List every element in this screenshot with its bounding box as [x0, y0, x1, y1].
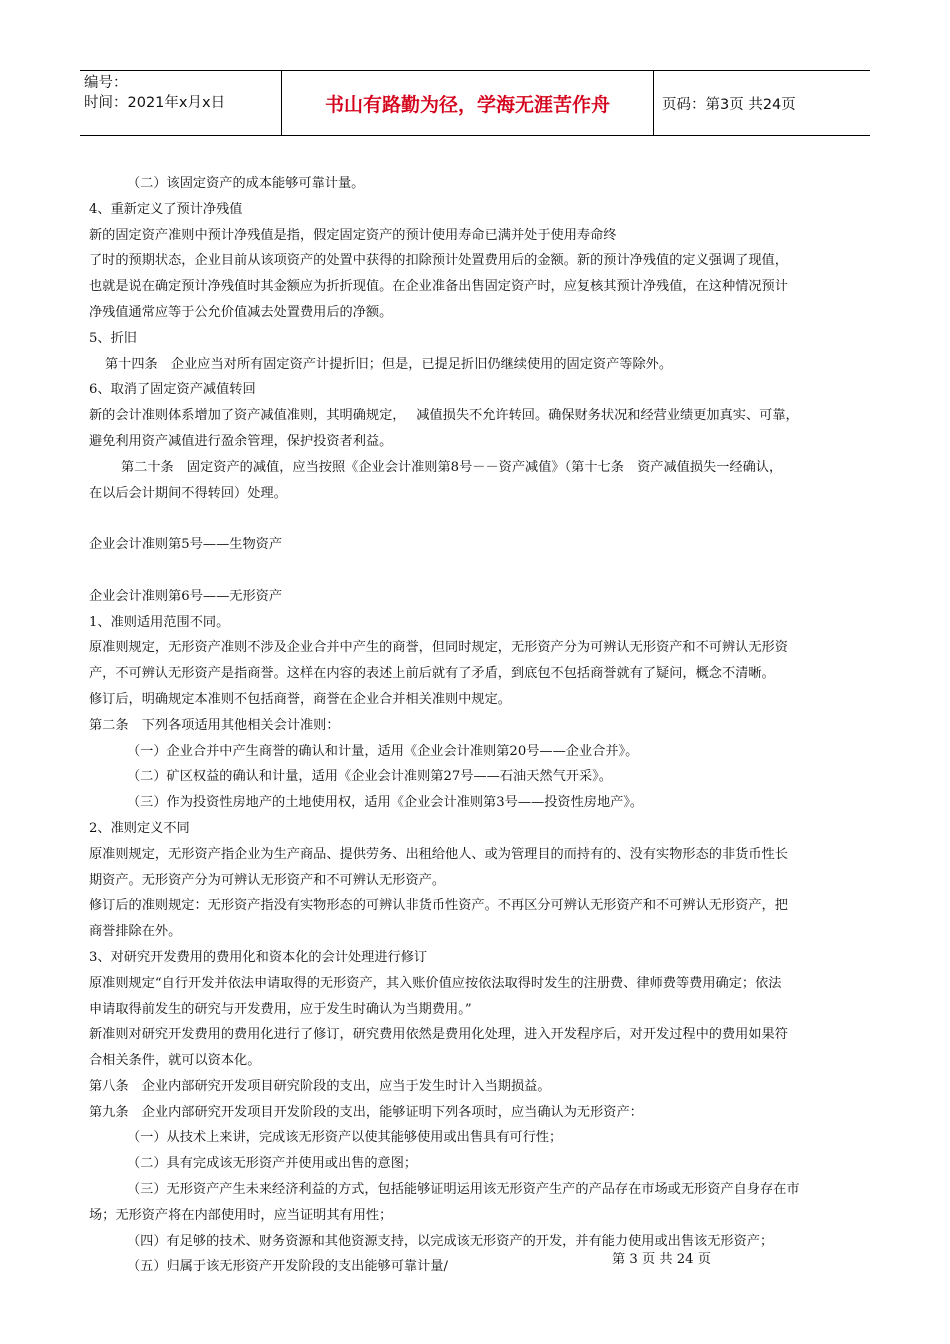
blank-line [89, 558, 869, 584]
blank-line [89, 506, 869, 532]
serial-number-label: 编号： [84, 75, 128, 91]
text-line: 也就是说在确定预计净残值时其金额应为折折现值。在企业准备出售固定资产时，应复核其预计净残值，在这种情况预计 [89, 279, 788, 295]
text-line: 原准则规定“自行开发并依法申请取得的无形资产，其入账价值应按依法取得时发生的注册费、律师费等费用确定；依法 [89, 975, 782, 991]
text-line: 修订后，明确规定本准则不包括商誉，商誉在企业合并相关准则中规定。 [89, 691, 511, 707]
text-line: 2、准则定义不同 [89, 820, 190, 836]
text-line: 4、重新定义了预计净残值 [89, 201, 243, 217]
text-line: 场；无形资产将在内部使用时，应当证明其有用性； [89, 1207, 393, 1223]
text-line: 产，不可辨认无形资产是指商誉。这样在内容的表述上前后就有了矛盾，到底包不包括商誉就有了疑问，概念不清晰。 [89, 666, 775, 682]
header-motto: 书山有路勤为径，学海无涯苦作舟 [282, 71, 654, 135]
text-line: （三）无形资产产生未来经济利益的方式，包括能够证明运用该无形资产生产的产品存在市场或无形资产自身存在市 [127, 1182, 800, 1198]
text-line: 第二十条 固定资产的减值，应当按照《企业会计准则第8号－－资产减值》（第十七条 资产减值损失一经确认， [121, 459, 783, 475]
text-line: 在以后会计期间不得转回）处理。 [89, 485, 287, 501]
text-line: （三）作为投资性房地产的土地使用权，适用《企业会计准则第3号——投资性房地产》。 [127, 795, 644, 811]
text-line: 原准则规定，无形资产准则不涉及企业合并中产生的商誉，但同时规定，无形资产分为可辨认无形资产和不可辨认无形资 [89, 640, 788, 656]
text-line: 避免利用资产减值进行盈余管理，保护投资者利益。 [89, 433, 393, 449]
text-line: 修订后的准则规定：无形资产指没有实物形态的可辨认非货币性资产。不再区分可辨认无形资产和不可辨认无形资产，把 [89, 898, 788, 914]
text-line: （二）矿区权益的确认和计量，适用《企业会计准则第27号——石油天然气开采》。 [127, 769, 612, 785]
header-page-info: 页码：第3页 共24页 [662, 96, 796, 113]
section-heading: 企业会计准则第5号——生物资产 [89, 537, 283, 553]
page-header [80, 70, 870, 136]
text-line: （五）归属于该无形资产开发阶段的支出能够可靠计量/ [127, 1259, 448, 1275]
text-line: 第十四条 企业应当对所有固定资产计提折旧；但是，已提足折旧仍继续使用的固定资产等除外。 [105, 356, 673, 372]
text-line: 了时的预期状态，企业目前从该项资产的处置中获得的扣除预计处置费用后的金额。新的预计净残值的定义强调了现值， [89, 253, 788, 269]
text-line: 第九条 企业内部研究开发项目开发阶段的支出，能够证明下列各项时，应当确认为无形资产： [89, 1104, 643, 1120]
text-line: 原准则规定，无形资产指企业为生产商品、提供劳务、出租给他人、或为管理目的而持有的、没有实物形态的非货币性长 [89, 846, 788, 862]
text-line: 3、对研究开发费用的费用化和资本化的会计处理进行修订 [89, 949, 428, 965]
text-line: 6、取消了固定资产减值转回 [89, 382, 256, 398]
text-line: （二）该固定资产的成本能够可靠计量。 [127, 176, 365, 191]
text-line: 5、折旧 [89, 330, 137, 346]
text-line: 1、准则适用范围不同。 [89, 614, 230, 630]
text-line: 第二条 下列各项适用其他相关会计准则： [89, 717, 340, 733]
text-line: 新的会计准则体系增加了资产减值准则，其明确规定， 减值损失不允许转回。确保财务状况和经营业绩更加真实、可靠， [89, 408, 799, 424]
document-body [89, 171, 869, 1280]
header-meta [80, 71, 282, 135]
page-footer: 第 3 页 共 24 页 [612, 1252, 711, 1267]
text-line: （二）具有完成该无形资产并使用或出售的意图； [127, 1156, 418, 1172]
text-line: 净残值通常应等于公允价值减去处置费用后的净额。 [89, 304, 393, 320]
text-line: 期资产。无形资产分为可辨认无形资产和不可辨认无形资产。 [89, 872, 446, 888]
text-line: 合相关条件，就可以资本化。 [89, 1053, 261, 1069]
date-label: 时间：2021年x月x日 [84, 95, 226, 111]
text-line: 申请取得前发生的研究与开发费用，应于发生时确认为当期费用。” [89, 1001, 472, 1017]
text-line: （一）从技术上来讲，完成该无形资产以使其能够使用或出售具有可行性； [127, 1130, 563, 1146]
text-line: 第八条 企业内部研究开发项目研究阶段的支出，应当于发生时计入当期损益。 [89, 1078, 551, 1094]
text-line: （四）有足够的技术、财务资源和其他资源支持，以完成该无形资产的开发，并有能力使用或出售该无形资产； [127, 1233, 774, 1249]
text-line: 商誉排除在外。 [89, 924, 182, 940]
text-line: 新的固定资产准则中预计净残值是指，假定固定资产的预计使用寿命已满并处于使用寿命终 [89, 227, 617, 243]
section-heading: 企业会计准则第6号——无形资产 [89, 588, 283, 604]
text-line: （一）企业合并中产生商誉的确认和计量，适用《企业会计准则第20号——企业合并》。 [127, 743, 639, 759]
text-line: 新准则对研究开发费用的费用化进行了修订，研究费用依然是费用化处理，进入开发程序后，对开发过程中的费用如果符 [89, 1027, 788, 1043]
